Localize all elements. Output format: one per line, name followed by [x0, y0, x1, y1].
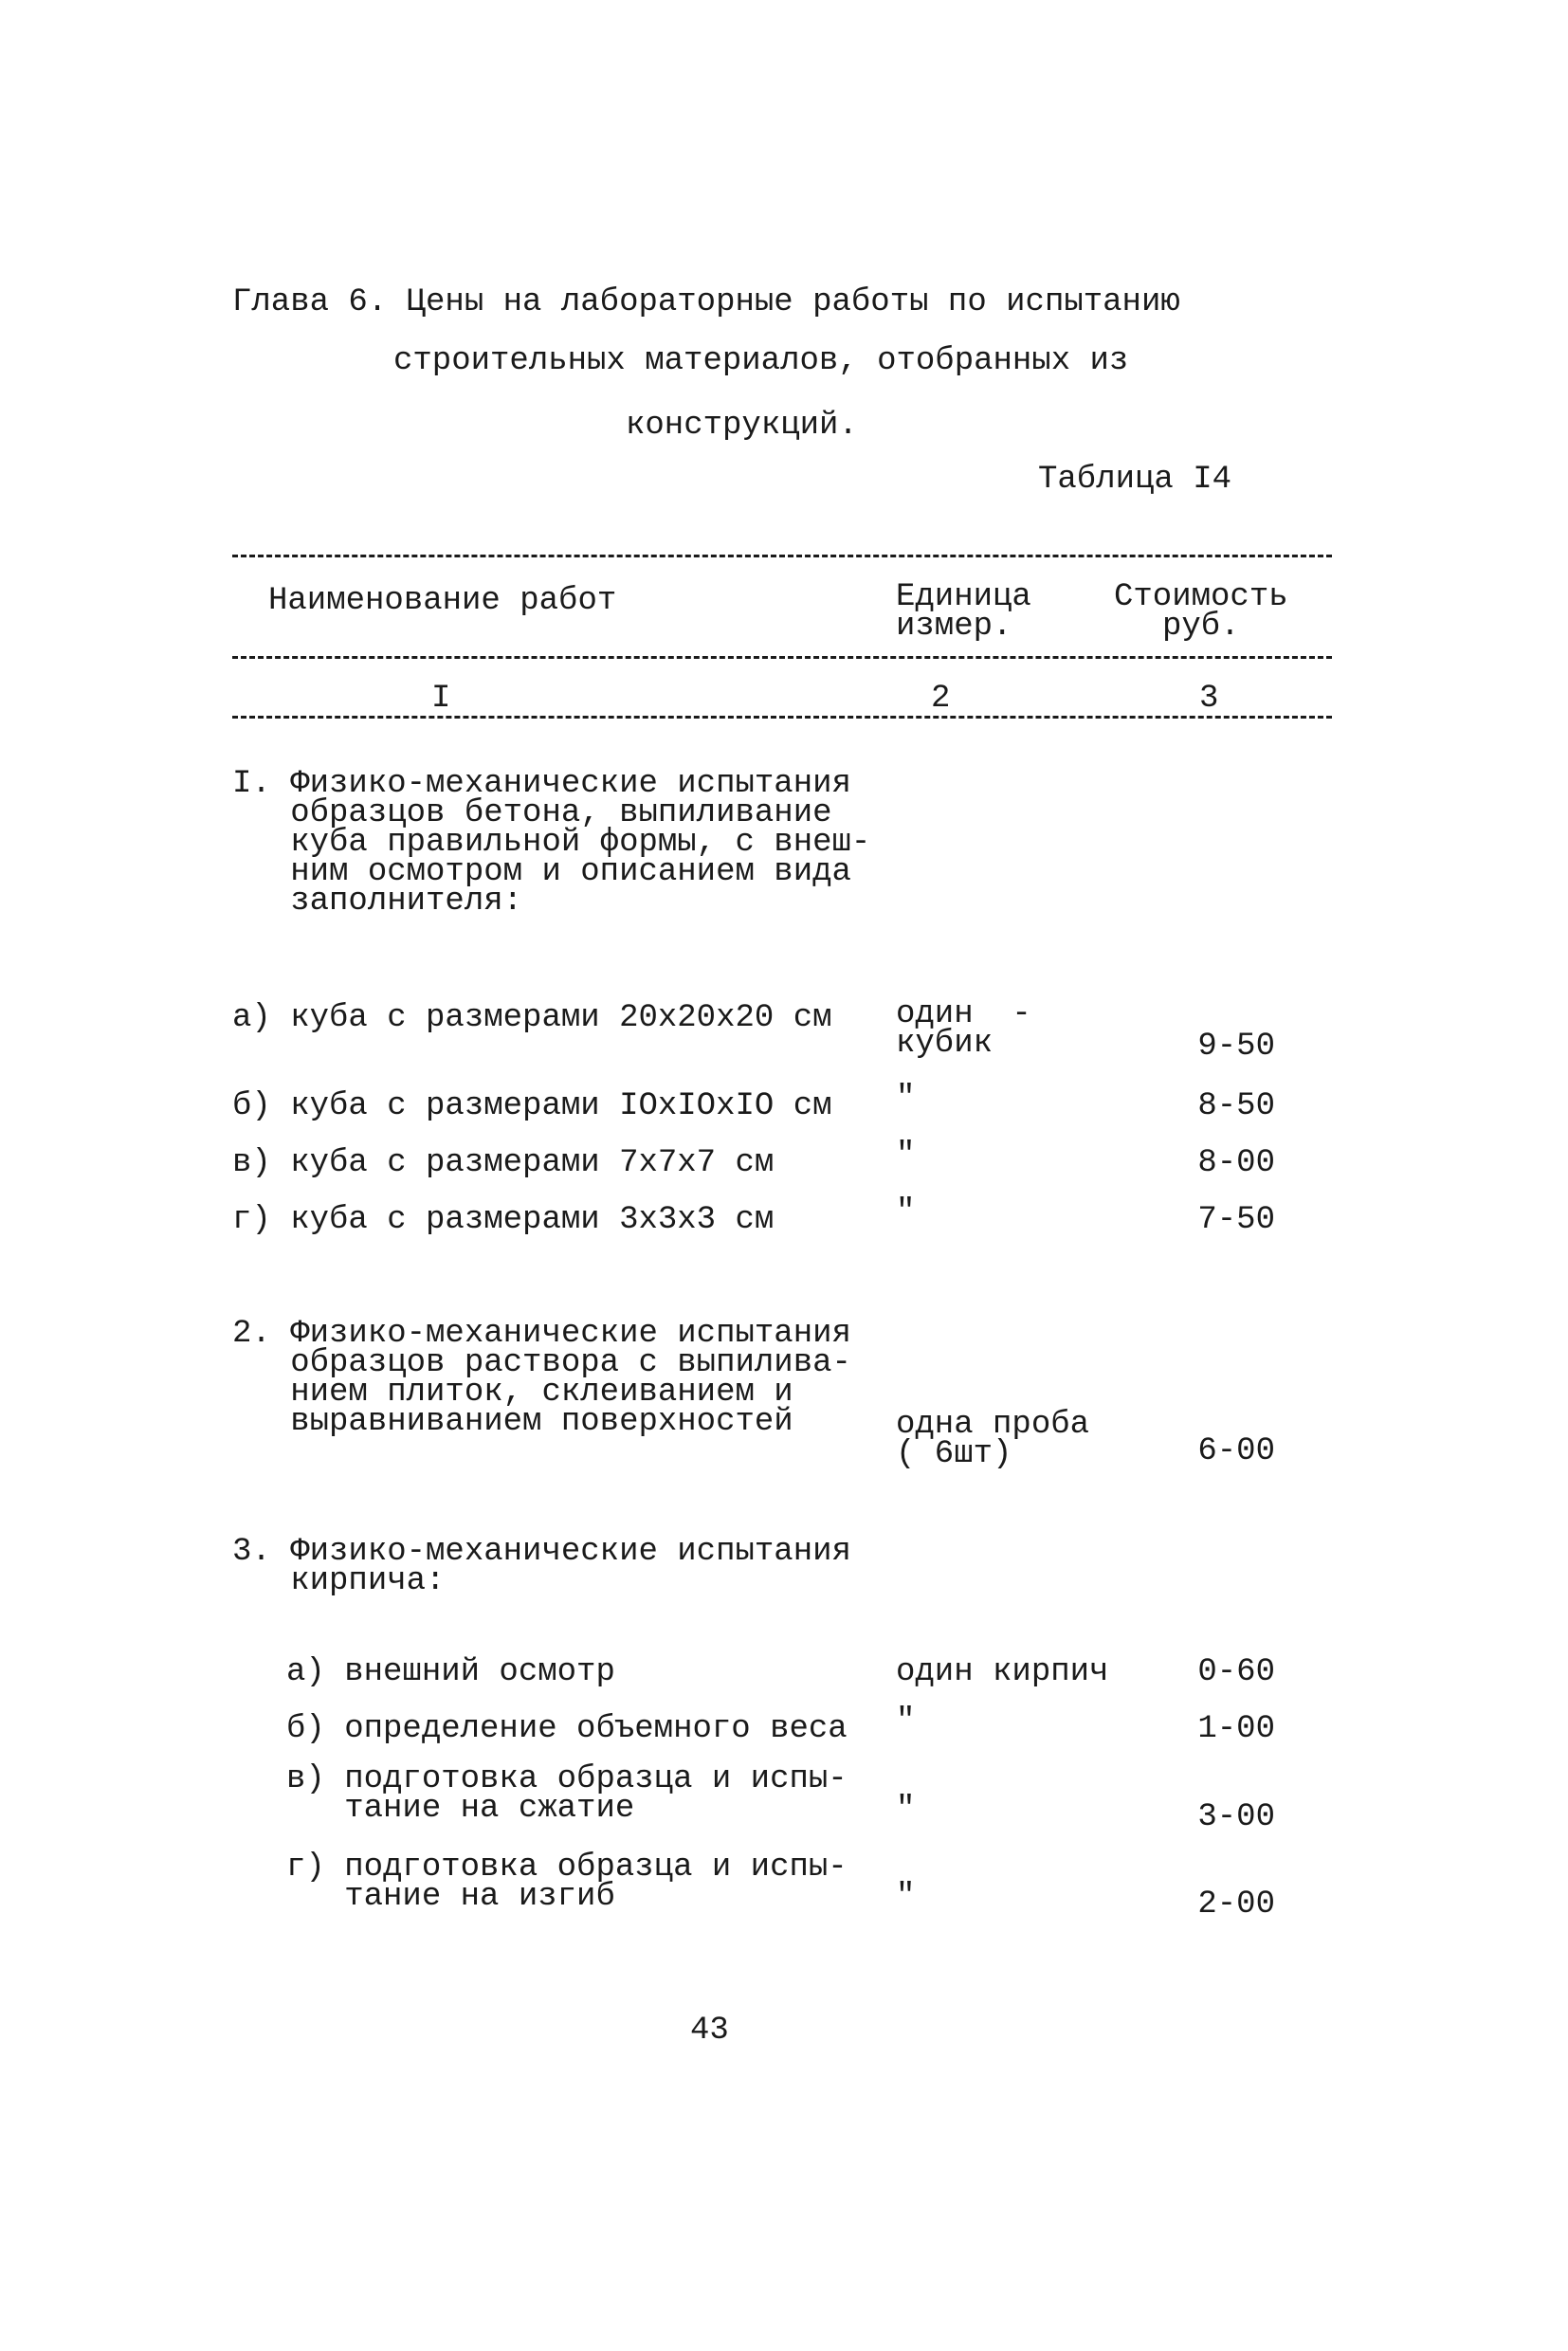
section-1-item-b-price: 8-50	[1197, 1088, 1275, 1124]
header-bottom-rule	[232, 656, 1332, 659]
section-2-unit: одна проба ( 6шт)	[896, 1407, 1090, 1472]
section-3-item-c-price: 3-00	[1197, 1799, 1275, 1835]
column-number-1: I	[431, 681, 451, 717]
chapter-title-line-1: Глава 6. Цены на лабораторные работы по испытанию	[232, 284, 1180, 320]
section-3-item-b-price: 1-00	[1197, 1711, 1275, 1747]
header-unit: Единица измер.	[896, 579, 1031, 645]
section-1-item-c-name: в) куба с размерами 7х7х7 см	[232, 1145, 775, 1181]
section-1-item-d-unit: "	[896, 1194, 916, 1230]
section-1-item-b-unit: "	[896, 1081, 916, 1117]
section-3-item-c-name: в) подготовка образца и испы- тание на сжатие	[286, 1761, 848, 1827]
chapter-title-line-2: строительных материалов, отобранных из	[393, 343, 1129, 379]
section-1-item-c-price: 8-00	[1197, 1145, 1275, 1181]
section-1-item-d-name: г) куба с размерами 3х3х3 см	[232, 1202, 775, 1238]
section-1-title: I. Физико-механические испытания образцов бетона, выпиливание куба правильной формы, с внеш- ним осмотром и описанием вида заполнителя:	[232, 766, 871, 920]
header-name: Наименование работ	[268, 583, 617, 619]
section-3-item-b-unit: "	[896, 1704, 916, 1740]
header-price: Стоимость руб.	[1114, 579, 1288, 645]
section-2-price: 6-00	[1197, 1433, 1275, 1469]
section-1-item-a-price: 9-50	[1197, 1029, 1275, 1065]
table-label: Таблица I4	[1038, 462, 1232, 498]
column-number-2: 2	[931, 681, 951, 717]
section-3-item-a-name: а) внешний осмотр	[286, 1654, 615, 1690]
section-3-item-d-name: г) подготовка образца и испы- тание на изгиб	[286, 1850, 848, 1915]
column-numbers-rule	[232, 716, 1332, 719]
section-1-item-b-name: б) куба с размерами IOxIOxIO см	[232, 1088, 832, 1124]
column-number-3: 3	[1199, 681, 1219, 717]
section-3-item-a-price: 0-60	[1197, 1654, 1275, 1690]
table-top-rule	[232, 555, 1332, 557]
section-2-title: 2. Физико-механические испытания образцов раствора с выпилива- нием плиток, склеиванием и выравниванием поверхностей	[232, 1316, 851, 1440]
section-1-item-a-unit: один - кубик	[896, 996, 1031, 1062]
section-1-item-c-unit: "	[896, 1138, 916, 1174]
section-3-item-b-name: б) определение объемного веса	[286, 1711, 848, 1747]
section-3-item-d-unit: "	[896, 1879, 916, 1915]
section-3-title: 3. Физико-механические испытания кирпича:	[232, 1534, 851, 1599]
section-3-item-d-price: 2-00	[1197, 1886, 1275, 1923]
page-number: 43	[690, 2013, 729, 2049]
chapter-title-line-3: конструкций.	[626, 408, 858, 444]
section-1-item-d-price: 7-50	[1197, 1202, 1275, 1238]
section-1-item-a-name: а) куба с размерами 20х20х20 см	[232, 1000, 832, 1036]
section-3-item-a-unit: один кирпич	[896, 1654, 1109, 1690]
section-3-item-c-unit: "	[896, 1792, 916, 1828]
